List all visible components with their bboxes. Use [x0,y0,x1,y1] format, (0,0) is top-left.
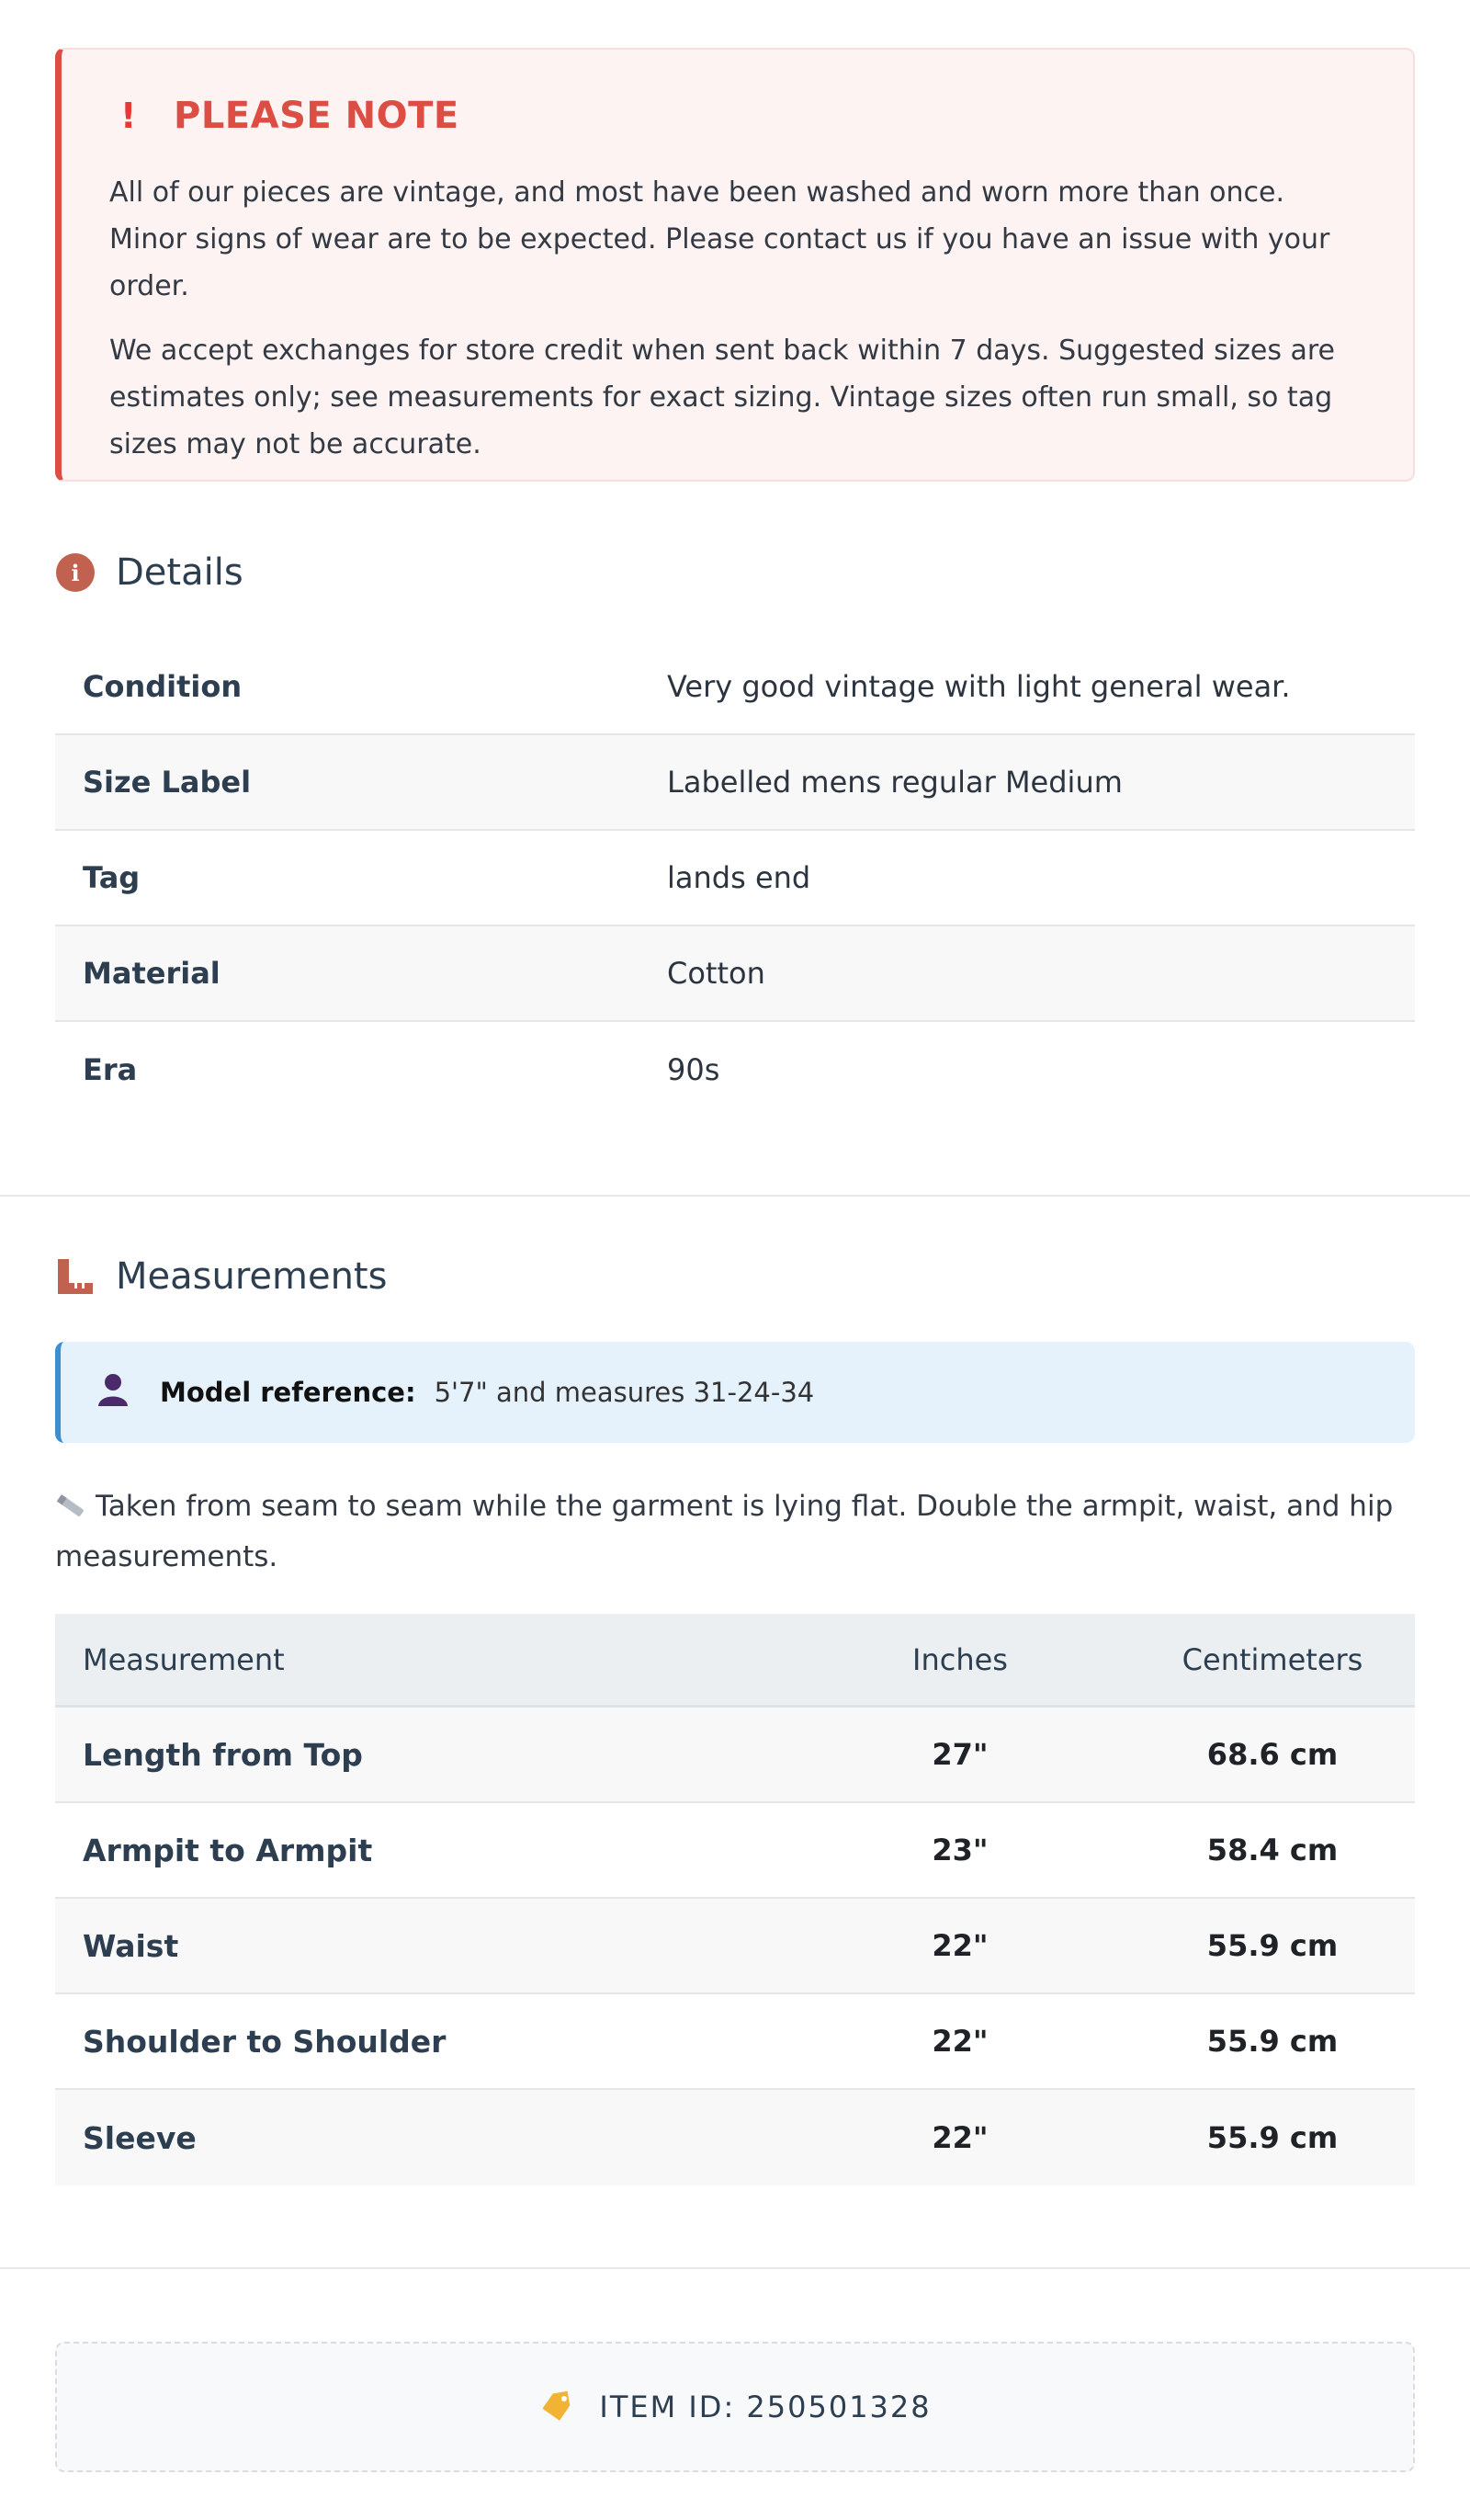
details-row-value: Cotton [667,956,765,991]
notice-paragraph-1: All of our pieces are vintage, and most have been washed and worn more than once. Minor signs of wear are to be expected. Please contact us if you have an issue with your order. [109,176,1330,302]
table-row [55,1708,1415,1803]
column-header-centimeters: Centimeters [1182,1641,1363,1677]
model-reference-text: 5'7" and measures 31-24-34 [434,1377,815,1408]
details-row-label: Tag [83,860,141,895]
model-reference-label: Model reference: [160,1377,416,1408]
measurements-table [55,1614,1415,2185]
details-row [55,926,1415,1022]
details-table [55,640,1415,1118]
item-id-label: ITEM ID: 250501328 [599,2389,932,2424]
item-id-box [55,2342,1415,2472]
measurement-inches: 27" [932,1737,989,1772]
exclamation-icon: ! [120,96,137,136]
measurement-cm: 55.9 cm [1206,2120,1339,2155]
details-row-label: Material [83,956,220,991]
details-row-value: Very good vintage with light general wear. [667,669,1291,704]
details-row-value: Labelled mens regular Medium [667,765,1123,800]
measurement-note [55,1483,1415,1581]
measurement-inches: 22" [932,2120,989,2155]
measurement-name: Waist [83,1927,179,1964]
info-icon: i [55,552,96,593]
please-note-box [55,48,1415,482]
details-row-label: Size Label [83,765,252,800]
section-divider [0,1195,1470,1197]
details-heading [55,550,243,596]
notice-header [109,96,1367,136]
measurements-title: Measurements [116,1255,388,1298]
table-row [55,1994,1415,2090]
table-header [55,1614,1415,1708]
details-row [55,1022,1415,1118]
details-row-value: lands end [667,860,811,895]
column-header-measurement: Measurement [83,1641,285,1677]
measurement-name: Length from Top [83,1736,363,1773]
details-row-value: 90s [667,1052,720,1087]
tag-icon [538,2389,575,2424]
details-title: Details [116,551,243,594]
ruler-icon [55,1256,96,1297]
person-icon [97,1373,129,1413]
measurement-cm: 55.9 cm [1206,1928,1339,1963]
details-row [55,735,1415,831]
table-body [55,1708,1415,2185]
measurement-name: Armpit to Armpit [83,1832,373,1868]
measurement-note-text: Taken from seam to seam while the garment is lying flat. Double the armpit, waist, and hip measurements. [55,1490,1394,1573]
table-row [55,2090,1415,2185]
notice-paragraph-2: We accept exchanges for store credit when sent back within 7 days. Suggested sizes are estimates only; see measurements for exact sizing. Vintage sizes often run small, so tag sizes may not be accurate. [109,335,1336,460]
measurement-cm: 58.4 cm [1206,1833,1339,1867]
details-row [55,640,1415,735]
measurements-heading [55,1254,387,1300]
model-reference-box [55,1342,1415,1443]
details-row-label: Era [83,1052,138,1087]
notice-title: PLEASE NOTE [174,95,459,137]
measurement-cm: 55.9 cm [1206,2024,1339,2059]
measurement-inches: 22" [932,2024,989,2059]
measurement-cm: 68.6 cm [1206,1737,1339,1772]
details-row-label: Condition [83,669,243,704]
details-row [55,831,1415,926]
section-divider [0,2267,1470,2269]
measurement-inches: 23" [932,1833,989,1867]
measurement-name: Sleeve [83,2119,197,2156]
pencil-icon [55,1487,86,1534]
measurement-name: Shoulder to Shoulder [83,2023,447,2060]
table-row [55,1899,1415,1994]
table-row [55,1803,1415,1899]
measurement-inches: 22" [932,1928,989,1963]
column-header-inches: Inches [912,1641,1008,1677]
